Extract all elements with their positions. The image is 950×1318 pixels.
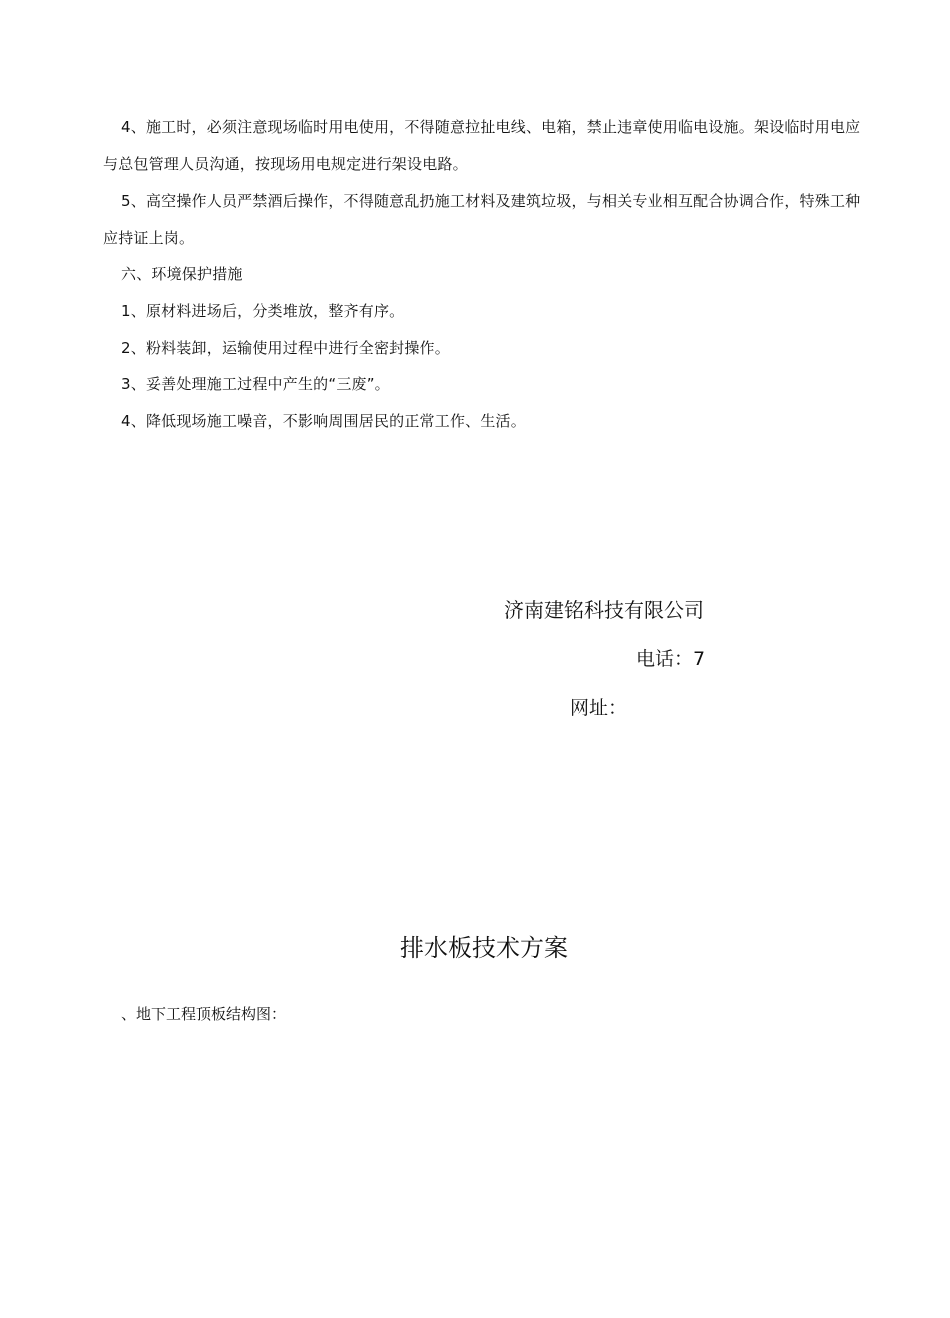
- company-name: 济南建铭科技有限公司: [504, 598, 704, 622]
- environment-item-1: 1、原材料进场后，分类堆放，整齐有序。: [121, 302, 405, 320]
- environment-item-4: 4、降低现场施工噪音，不影响周围居民的正常工作、生活。: [121, 412, 526, 430]
- safety-item-4: 4、施工时，必须注意现场临时用电使用，不得随意拉扯电线、电箱，禁止违章使用临电设施。架设临时用电应与总包管理人员沟通，按现场用电规定进行架设电路。: [103, 118, 861, 173]
- environment-item-2: 2、粉料装卸，运输使用过程中进行全密封操作。: [121, 339, 450, 357]
- environment-heading: 六、环境保护措施: [121, 265, 243, 283]
- environment-item-3: 3、妥善处理施工过程中产生的“三废”。: [121, 375, 390, 393]
- document-title: 排水板技术方案: [400, 934, 568, 962]
- company-website: 网址：: [570, 697, 628, 719]
- safety-item-5: 5、高空操作人员严禁酒后操作，不得随意乱扔施工材料及建筑垃圾，与相关专业相互配合协调合作，特殊工种应持证上岗。: [103, 192, 861, 247]
- section-subheading: 、地下工程顶板结构图：: [121, 1005, 287, 1023]
- company-phone: 电话：7: [636, 648, 706, 670]
